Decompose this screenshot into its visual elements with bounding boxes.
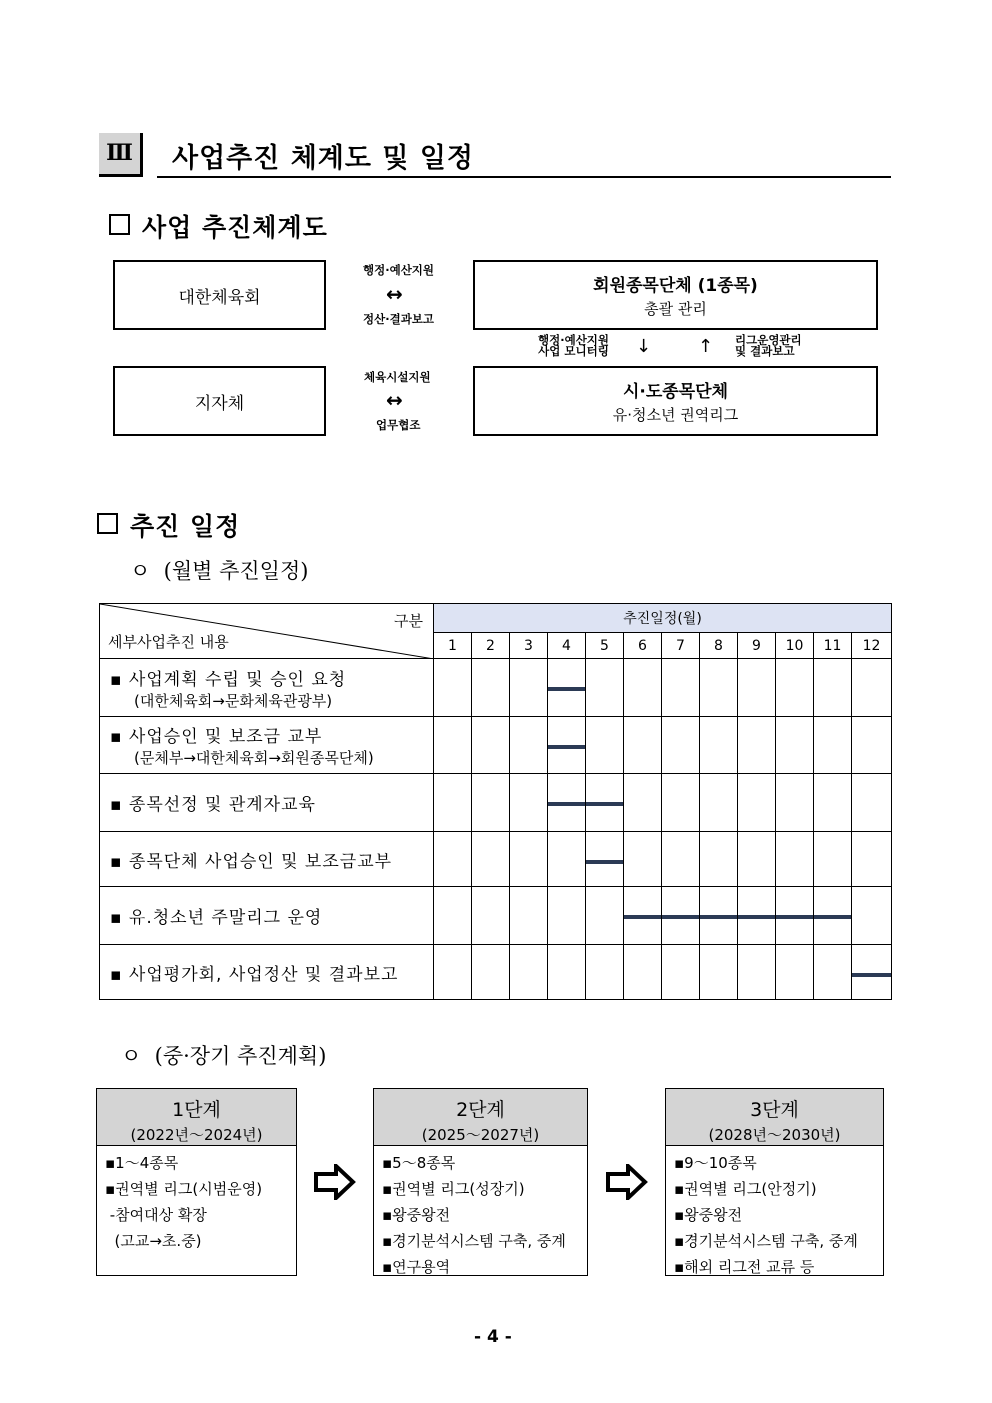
month-cell bbox=[738, 774, 776, 832]
month-cell bbox=[662, 717, 700, 774]
up-arrow-icon: ↑ bbox=[698, 336, 714, 357]
month-cell bbox=[472, 659, 510, 717]
schedule-bar bbox=[662, 915, 699, 919]
month-cell bbox=[586, 774, 624, 832]
month-cell bbox=[852, 945, 892, 1000]
arrow1-bottom-label: 정산·결과보고 bbox=[363, 312, 435, 326]
table-row bbox=[100, 887, 892, 945]
month-header-cell: 2 bbox=[472, 633, 510, 659]
month-cell bbox=[434, 717, 472, 774]
month-cell bbox=[700, 832, 738, 887]
month-cell bbox=[548, 832, 586, 887]
org-box-kso-label: 대한체육회 bbox=[178, 287, 261, 308]
month-cell bbox=[776, 945, 814, 1000]
phase-item: ▪5～8종목 bbox=[382, 1154, 456, 1172]
month-cell bbox=[662, 659, 700, 717]
task-label: ▪ 유.청소년 주말리그 운영 bbox=[110, 908, 323, 928]
phase-item: -참여대상 확장 bbox=[105, 1206, 207, 1224]
month-cell bbox=[510, 717, 548, 774]
month-cell bbox=[662, 832, 700, 887]
down-arrow-icon: ↓ bbox=[636, 336, 652, 357]
schedule-bar bbox=[852, 973, 891, 977]
schedule-bar bbox=[548, 802, 585, 806]
phase-item: ▪권역별 리그(성장기) bbox=[382, 1180, 525, 1198]
phase-years: (2028년～2030년) bbox=[708, 1126, 841, 1144]
schedule-bar bbox=[586, 860, 623, 864]
month-cell bbox=[776, 659, 814, 717]
arrow2-top-label: 체육시설지원 bbox=[364, 370, 431, 384]
month-cell bbox=[472, 887, 510, 945]
phase-header bbox=[97, 1089, 296, 1146]
phase-items bbox=[97, 1146, 296, 1254]
org-chart-heading bbox=[109, 208, 328, 244]
schedule-bar bbox=[700, 915, 737, 919]
task-label-cell bbox=[100, 659, 434, 717]
month-cell bbox=[624, 717, 662, 774]
down-arrow-label-line1: 행정·예산지원 bbox=[538, 333, 610, 347]
org-box-local-gov-label: 지자체 bbox=[194, 393, 245, 414]
month-cell bbox=[624, 887, 662, 945]
month-header-cell: 7 bbox=[662, 633, 700, 659]
month-header-cell: 1 bbox=[434, 633, 472, 659]
month-cell bbox=[548, 774, 586, 832]
task-sublabel: (대한체육회→문화체육관광부) bbox=[134, 691, 333, 710]
month-cell bbox=[510, 659, 548, 717]
month-cell bbox=[662, 774, 700, 832]
month-cell bbox=[814, 717, 852, 774]
month-header-cell: 12 bbox=[852, 633, 892, 659]
org-box-local-gov bbox=[113, 366, 326, 436]
phase-item: (고교→초.중) bbox=[105, 1232, 202, 1250]
month-cell bbox=[472, 832, 510, 887]
month-cell bbox=[700, 717, 738, 774]
month-cell bbox=[510, 887, 548, 945]
task-label: ▪ 종목선정 및 관계자교육 bbox=[110, 795, 316, 815]
phase-name: 2단계 bbox=[456, 1099, 505, 1121]
month-cell bbox=[586, 945, 624, 1000]
org-box-member-sub: 총괄 관리 bbox=[644, 300, 707, 318]
month-cell bbox=[852, 717, 892, 774]
up-arrow-label-line1: 리그운영관리 bbox=[735, 333, 802, 347]
square-bullet-icon bbox=[109, 214, 130, 235]
schedule-bar bbox=[548, 687, 585, 691]
month-cell bbox=[852, 659, 892, 717]
task-label: ▪ 사업평가회, 사업정산 및 결과보고 bbox=[110, 964, 399, 985]
month-cell bbox=[700, 945, 738, 1000]
month-header-cell: 5 bbox=[586, 633, 624, 659]
org-box-member-title: 회원종목단체 (1종목) bbox=[593, 276, 758, 296]
month-cell bbox=[586, 832, 624, 887]
task-label-cell bbox=[100, 717, 434, 774]
month-cell bbox=[434, 887, 472, 945]
section-rule bbox=[157, 176, 891, 178]
phase-item: ▪1～4종목 bbox=[105, 1154, 179, 1172]
monthly-heading bbox=[130, 555, 308, 585]
month-cell bbox=[472, 717, 510, 774]
month-cell bbox=[624, 945, 662, 1000]
month-cell bbox=[434, 832, 472, 887]
phase-item: ▪연구용역 bbox=[382, 1258, 451, 1276]
month-cell bbox=[738, 659, 776, 717]
org-box-regional bbox=[473, 366, 878, 436]
task-label: ▪ 사업계획 수립 및 승인 요청 bbox=[110, 669, 347, 690]
month-cell bbox=[624, 774, 662, 832]
month-cell bbox=[586, 717, 624, 774]
circle-bullet-icon: ㅇ bbox=[130, 559, 151, 583]
month-cell bbox=[776, 774, 814, 832]
header-gubun: 구분 bbox=[394, 612, 423, 630]
task-sublabel: (문체부→대한체육회→회원종목단체) bbox=[134, 749, 374, 767]
phase-years: (2022년～2024년) bbox=[130, 1126, 263, 1144]
phase-item: ▪왕중왕전 bbox=[382, 1206, 451, 1224]
schedule-bar bbox=[776, 915, 813, 919]
long-term-heading-text: (중·장기 추진계획) bbox=[154, 1044, 327, 1068]
schedule-bar bbox=[738, 915, 775, 919]
phase-item: ▪권역별 리그(안정기) bbox=[674, 1180, 817, 1198]
phase-items bbox=[666, 1146, 883, 1280]
month-cell bbox=[700, 774, 738, 832]
month-cell bbox=[510, 945, 548, 1000]
month-header-cell: 11 bbox=[814, 633, 852, 659]
month-cell bbox=[510, 832, 548, 887]
down-arrow-label-line2: 사업 모니터링 bbox=[538, 344, 609, 358]
month-cell bbox=[814, 774, 852, 832]
section-numeral: Ⅲ bbox=[99, 133, 143, 177]
schedule-heading bbox=[97, 507, 240, 543]
schedule-bar bbox=[586, 802, 623, 806]
month-header-cell: 9 bbox=[738, 633, 776, 659]
phase-item: ▪해외 리그전 교류 등 bbox=[674, 1258, 815, 1276]
down-arrow-label bbox=[538, 335, 609, 357]
month-header-cell: 6 bbox=[624, 633, 662, 659]
month-cell bbox=[738, 717, 776, 774]
up-arrow-label-line2: 및 결과보고 bbox=[735, 344, 795, 358]
phase-item: ▪경기분석시스템 구축, 중계 bbox=[674, 1232, 858, 1250]
phase-item: ▪권역별 리그(시범운영) bbox=[105, 1180, 263, 1198]
month-cell bbox=[624, 659, 662, 717]
task-label-cell bbox=[100, 832, 434, 887]
phase-header bbox=[374, 1089, 587, 1146]
month-cell bbox=[472, 945, 510, 1000]
circle-bullet-icon: ㅇ bbox=[121, 1044, 142, 1068]
month-header-cell: 8 bbox=[700, 633, 738, 659]
month-cell bbox=[852, 774, 892, 832]
table-row bbox=[100, 945, 892, 1000]
org-box-kso bbox=[113, 260, 326, 330]
phase-box-2 bbox=[373, 1088, 588, 1276]
table-row bbox=[100, 774, 892, 832]
page-number: - 4 - bbox=[474, 1327, 512, 1347]
month-cell bbox=[776, 717, 814, 774]
month-cell bbox=[852, 887, 892, 945]
table-corner-header bbox=[100, 604, 434, 659]
month-header-cell: 3 bbox=[510, 633, 548, 659]
month-cell bbox=[548, 945, 586, 1000]
phase-box-3 bbox=[665, 1088, 884, 1276]
task-label-cell bbox=[100, 887, 434, 945]
section-title: 사업추진 체계도 및 일정 bbox=[172, 143, 475, 174]
month-cell bbox=[548, 717, 586, 774]
month-cell bbox=[434, 659, 472, 717]
month-cell bbox=[586, 659, 624, 717]
month-cell bbox=[662, 945, 700, 1000]
month-cell bbox=[700, 659, 738, 717]
month-cell bbox=[814, 832, 852, 887]
phase-name: 3단계 bbox=[750, 1099, 799, 1121]
arrow1-top-label: 행정·예산지원 bbox=[363, 263, 435, 277]
phase-item: ▪9～10종목 bbox=[674, 1154, 757, 1172]
month-cell bbox=[472, 774, 510, 832]
table-row bbox=[100, 659, 892, 717]
month-cell bbox=[548, 659, 586, 717]
month-cell bbox=[548, 887, 586, 945]
hollow-right-arrow-icon bbox=[314, 1164, 356, 1200]
phase-items bbox=[374, 1146, 587, 1280]
month-cell bbox=[776, 887, 814, 945]
month-cell bbox=[814, 887, 852, 945]
monthly-heading-text: (월별 추진일정) bbox=[163, 559, 309, 583]
header-detail: 세부사업추진 내용 bbox=[108, 633, 229, 651]
month-header-cell: 4 bbox=[548, 633, 586, 659]
month-cell bbox=[852, 832, 892, 887]
month-cell bbox=[624, 832, 662, 887]
org-box-regional-sub: 유·청소년 권역리그 bbox=[612, 406, 739, 424]
double-arrow-icon: ↔ bbox=[386, 282, 403, 306]
task-label-cell bbox=[100, 774, 434, 832]
month-cell bbox=[814, 659, 852, 717]
task-label: ▪ 종목단체 사업승인 및 보조금교부 bbox=[110, 851, 393, 872]
schedule-bar bbox=[548, 745, 585, 749]
month-cell bbox=[510, 774, 548, 832]
month-header-cell: 10 bbox=[776, 633, 814, 659]
month-cell bbox=[776, 832, 814, 887]
hollow-right-arrow-icon bbox=[606, 1164, 648, 1200]
month-cell bbox=[700, 887, 738, 945]
month-cell bbox=[738, 832, 776, 887]
schedule-bar bbox=[624, 915, 661, 919]
month-cell bbox=[434, 774, 472, 832]
phase-header bbox=[666, 1089, 883, 1146]
phase-name: 1단계 bbox=[172, 1099, 221, 1121]
arrow2-bottom-label: 업무협조 bbox=[376, 418, 421, 432]
org-box-regional-title: 시·도종목단체 bbox=[623, 382, 728, 402]
month-cell bbox=[738, 945, 776, 1000]
schedule-heading-text: 추진 일정 bbox=[130, 512, 241, 541]
table-row bbox=[100, 717, 892, 774]
month-cell bbox=[662, 887, 700, 945]
task-label-cell bbox=[100, 945, 434, 1000]
header-months-title: 추진일정(월) bbox=[434, 604, 892, 633]
phase-item: ▪왕중왕전 bbox=[674, 1206, 743, 1224]
schedule-table bbox=[99, 603, 892, 1000]
task-rows bbox=[100, 659, 892, 1000]
month-cell bbox=[814, 945, 852, 1000]
schedule-bar bbox=[814, 915, 851, 919]
table-row bbox=[100, 832, 892, 887]
up-arrow-label bbox=[735, 335, 802, 357]
long-term-heading bbox=[121, 1040, 326, 1070]
month-cell bbox=[434, 945, 472, 1000]
task-label: ▪ 사업승인 및 보조금 교부 bbox=[110, 727, 323, 747]
org-box-member bbox=[473, 260, 878, 330]
phase-box-1 bbox=[96, 1088, 297, 1276]
phase-item: ▪경기분석시스템 구축, 중계 bbox=[382, 1232, 566, 1250]
square-bullet-icon bbox=[97, 513, 118, 534]
month-cell bbox=[586, 887, 624, 945]
month-cell bbox=[738, 887, 776, 945]
phase-years: (2025～2027년) bbox=[421, 1126, 540, 1144]
org-chart-heading-text: 사업 추진체계도 bbox=[142, 213, 328, 242]
double-arrow-icon: ↔ bbox=[386, 388, 403, 412]
